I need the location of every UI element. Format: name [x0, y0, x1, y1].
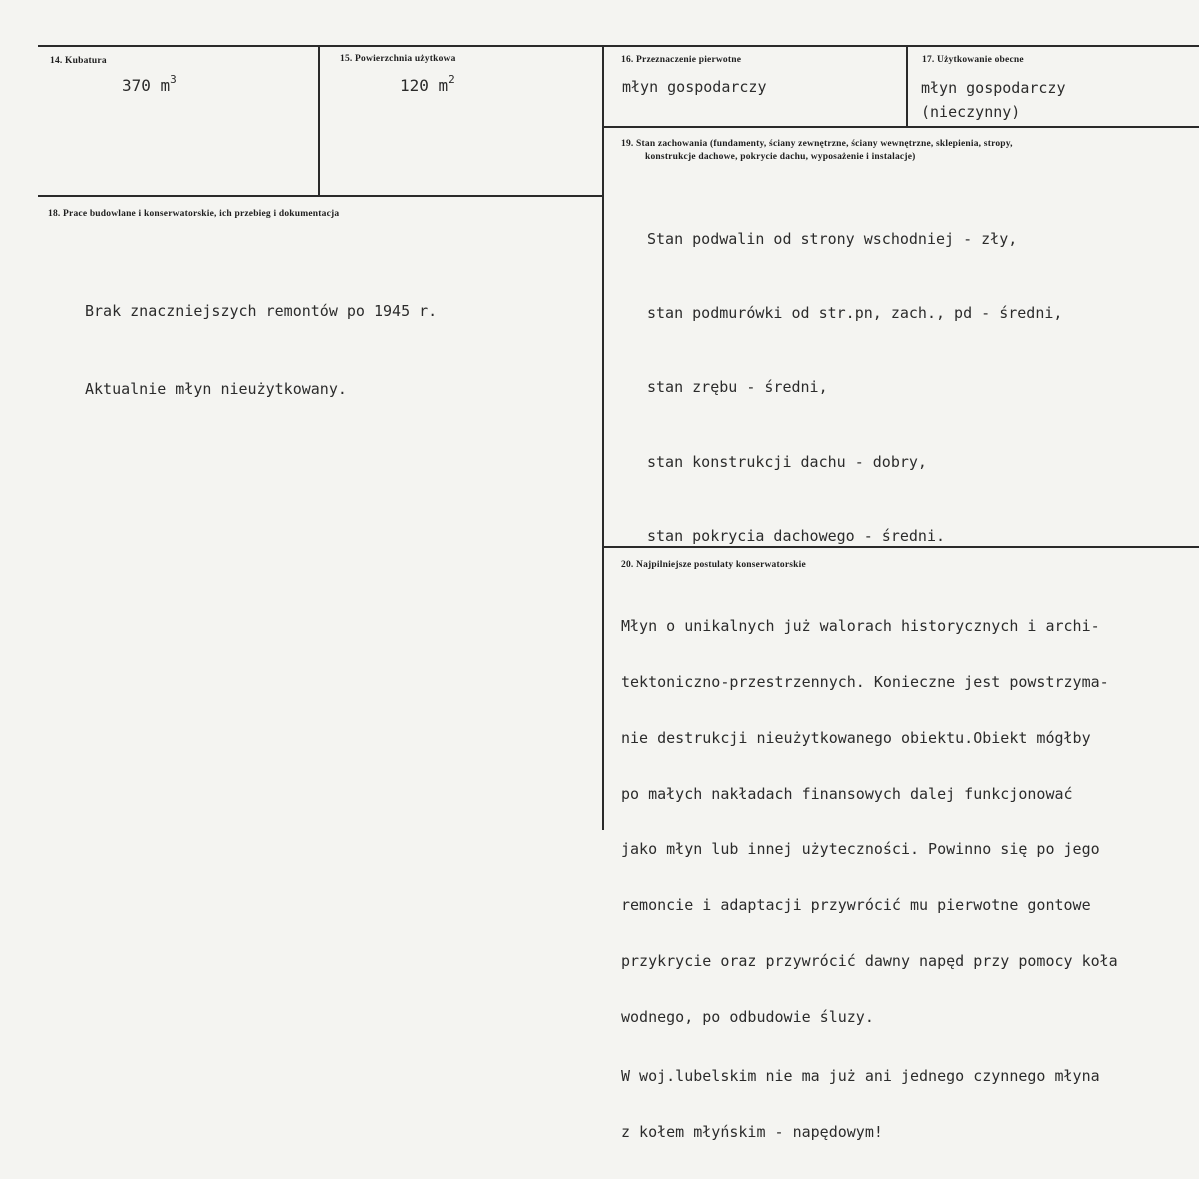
field-19-line: Stan podwalin od strony wschodniej - zły, — [647, 229, 1018, 248]
divider-16-17 — [906, 45, 908, 127]
field-20-line: Młyn o unikalnych już walorach historycznych i archi- — [621, 617, 1100, 636]
field-15-value — [400, 73, 455, 95]
field-20-line: nie destrukcji nieużytkowanego obiektu.Obiekt mógłby — [621, 728, 1091, 747]
divider-15-16 — [602, 45, 604, 830]
field-19-line: stan pokrycia dachowego - średni. — [647, 527, 946, 546]
field-20-line: jako młyn lub innej użyteczności. Powinno się po jego — [621, 840, 1100, 859]
field-19-text — [647, 177, 1062, 599]
field-17-line-1: młyn gospodarczy — [921, 79, 1066, 97]
field-16-label: 16. Przeznaczenie pierwotne — [621, 55, 742, 65]
field-20-line: po małych nakładach finansowych dalej funkcjonować — [621, 784, 1073, 803]
field-14-value — [122, 73, 177, 95]
field-20-label: 20. Najpilniejsze postulaty konserwatorskie — [621, 560, 806, 570]
field-20-line: tektoniczno-przestrzennych. Konieczne jest powstrzyma- — [621, 672, 1109, 691]
field-19-line: stan zrębu - średni, — [647, 378, 828, 397]
field-18-label: 18. Prace budowlane i konserwatorskie, ich przebieg i dokumentacja — [48, 209, 340, 219]
field-19-label-line: konstrukcje dachowe, pokrycie dachu, wyposażenie i instalacje) — [645, 152, 916, 162]
field-20-text — [621, 580, 1118, 1179]
field-19-line: stan konstrukcji dachu - dobry, — [647, 452, 927, 471]
field-20-line: remoncie i adaptacji przywrócić mu pierwotne gontowe — [621, 896, 1091, 915]
field-16-value: młyn gospodarczy — [622, 78, 767, 96]
field-20-line: W woj.lubelskim nie ma już ani jednego czynnego młyna — [621, 1067, 1100, 1086]
divider-row-14-18 — [38, 195, 604, 197]
divider-14-15 — [318, 45, 320, 196]
field-19-line: stan podmurówki od str.pn, zach., pd - średni, — [647, 303, 1063, 322]
field-20-line: z kołem młyńskim - napędowym! — [621, 1123, 883, 1142]
field-14-unit-exponent: 3 — [170, 73, 177, 86]
field-15-unit-exponent: 2 — [448, 73, 455, 86]
field-14-number: 370 m — [122, 76, 171, 95]
field-20-line: przykrycie oraz przywrócić dawny napęd przy pomocy koła — [621, 951, 1118, 970]
field-18-text — [85, 246, 437, 454]
field-20-line: wodnego, po odbudowie śluzy. — [621, 1007, 874, 1026]
field-18-line: Brak znaczniejszych remontów po 1945 r. — [85, 302, 438, 320]
field-18-line: Aktualnie młyn nieużytkowany. — [85, 380, 347, 398]
top-border — [38, 45, 1199, 47]
divider-row-17-19 — [602, 126, 1199, 128]
field-14-label: 14. Kubatura — [50, 56, 107, 66]
field-17-line-2: (nieczynny) — [921, 103, 1021, 121]
field-15-label: 15. Powierzchnia użytkowa — [340, 54, 456, 64]
field-19-label-line: 19. Stan zachowania (fundamenty, ściany zewnętrzne, ściany wewnętrzne, sklepienia, stropy, — [621, 139, 1013, 149]
field-15-number: 120 m — [400, 76, 449, 95]
field-17-label: 17. Użytkowanie obecne — [922, 55, 1024, 65]
field-19-label — [621, 138, 1013, 164]
